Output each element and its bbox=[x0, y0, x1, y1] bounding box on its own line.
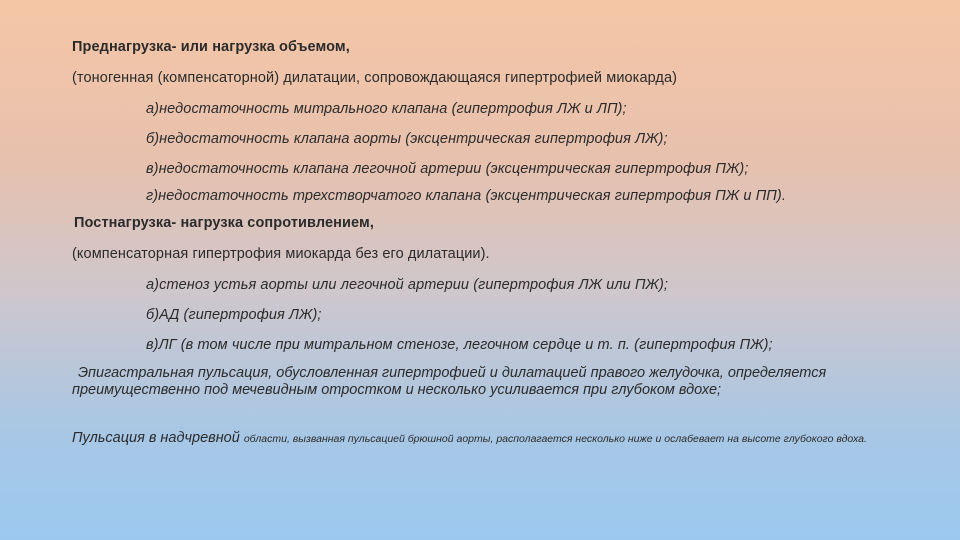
epigastric-paragraph: Эпигастральная пульсация, обусловленная гипертрофией и дилатацией правого желудочка, определяется преимущественно под мечевидным отростком и несколько усиливается при глубоком вдохе; bbox=[72, 365, 827, 398]
list-item: в)недостаточность клапана легочной артерии (эксцентрическая гипертрофия ПЖ); bbox=[146, 161, 749, 177]
aortic-pulsation-paragraph bbox=[72, 430, 892, 448]
aortic-pulsation-lead: Пульсация в надчревной bbox=[72, 430, 240, 446]
heading-afterload: Постнагрузка- нагрузка сопротивлением, bbox=[74, 215, 374, 231]
list-item: б)АД (гипертрофия ЛЖ); bbox=[146, 307, 322, 323]
list-item: б)недостаточность клапана аорты (эксцентрическая гипертрофия ЛЖ); bbox=[146, 131, 668, 147]
heading-preload: Преднагрузка- или нагрузка объемом, bbox=[72, 39, 350, 55]
list-item: а)недостаточность митрального клапана (гипертрофия ЛЖ и ЛП); bbox=[146, 101, 627, 117]
afterload-description: (компенсаторная гипертрофия миокарда без его дилатации). bbox=[72, 246, 490, 262]
list-item: а)стеноз устья аорты или легочной артерии (гипертрофия ЛЖ или ПЖ); bbox=[146, 277, 669, 293]
list-item: г)недостаточность трехстворчатого клапана (эксцентрическая гипертрофия ПЖ и ПП). bbox=[146, 188, 786, 204]
list-item: в)ЛГ (в том числе при митральном стенозе, легочном сердце и т. п. (гипертрофия ПЖ); bbox=[146, 337, 773, 353]
preload-description: (тоногенная (компенсаторной) дилатации, сопровождающаяся гипертрофией миокарда) bbox=[72, 70, 678, 86]
aortic-pulsation-rest: области, вызванная пульсацией брюшной аорты, располагается несколько ниже и ослабевает на высоте глубокого вдоха. bbox=[243, 433, 867, 445]
